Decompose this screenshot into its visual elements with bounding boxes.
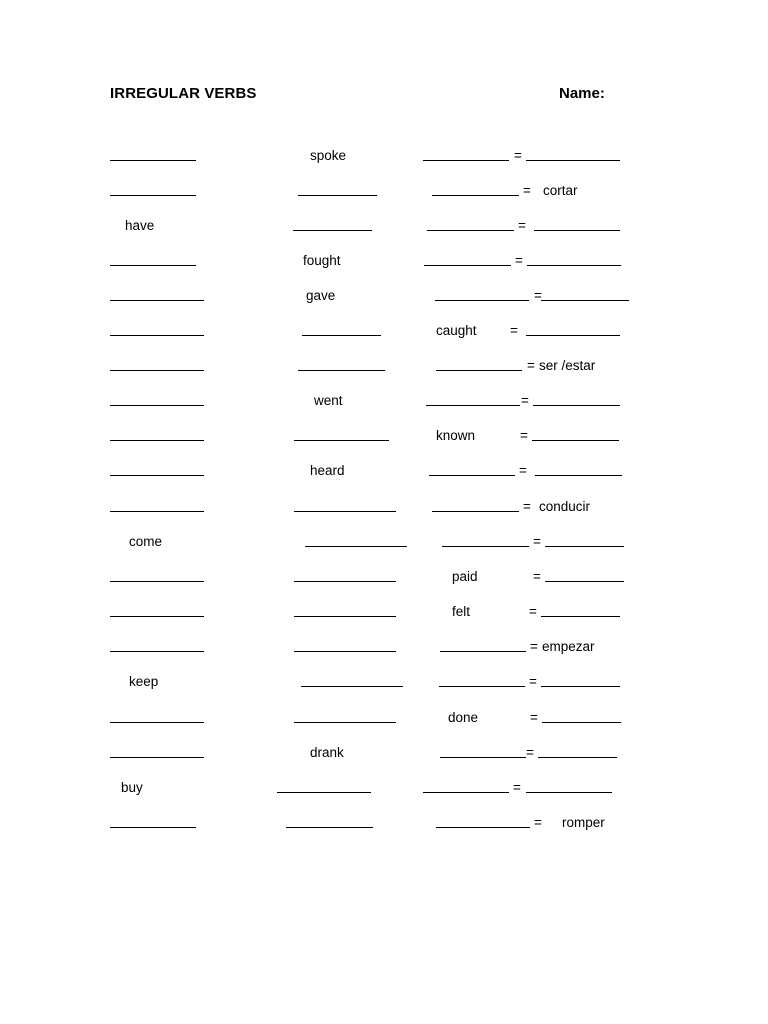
equals-sign: = (526, 745, 534, 760)
translation-left-text: known (436, 428, 476, 443)
past-form-text: gave (306, 288, 336, 303)
translation-left-blank[interactable] (432, 181, 519, 202)
equals-sign: = (530, 710, 538, 725)
worksheet-title: IRREGULAR VERBS (110, 85, 257, 102)
base-form-blank[interactable] (110, 602, 204, 623)
verb-row (0, 567, 768, 587)
translation-left-text: caught (436, 323, 477, 338)
translation-left-blank[interactable] (436, 356, 522, 377)
base-form-text: buy (121, 780, 143, 795)
past-form-text: spoke (310, 148, 347, 163)
translation-right-blank[interactable] (541, 602, 620, 623)
equals-sign: = (510, 323, 518, 338)
base-form-blank[interactable] (110, 181, 196, 202)
past-form-blank[interactable] (294, 426, 389, 447)
translation-left-blank[interactable] (435, 286, 529, 307)
verb-row (0, 672, 768, 692)
translation-left-text: felt (452, 604, 471, 619)
verb-row (0, 602, 768, 622)
name-label: Name: (559, 85, 605, 102)
translation-right-text: ser /estar (539, 358, 596, 373)
verb-row (0, 708, 768, 728)
base-form-blank[interactable] (110, 813, 196, 834)
equals-sign: = (527, 358, 535, 373)
verb-row (0, 216, 768, 236)
verb-row (0, 497, 768, 517)
base-form-blank[interactable] (110, 321, 204, 342)
equals-sign: = (521, 393, 529, 408)
translation-right-text: cortar (543, 183, 578, 198)
past-form-text: went (314, 393, 343, 408)
base-form-text: come (129, 534, 163, 549)
past-form-blank[interactable] (277, 778, 371, 799)
base-form-blank[interactable] (110, 637, 204, 658)
equals-sign: = (534, 815, 542, 830)
base-form-blank[interactable] (110, 146, 196, 167)
base-form-blank[interactable] (110, 567, 204, 588)
translation-left-blank[interactable] (424, 251, 511, 272)
translation-right-text: romper (562, 815, 605, 830)
translation-left-blank[interactable] (439, 672, 525, 693)
translation-right-blank[interactable] (545, 532, 624, 553)
verb-row (0, 356, 768, 376)
base-form-blank[interactable] (110, 251, 196, 272)
translation-right-blank[interactable] (527, 251, 621, 272)
base-form-blank[interactable] (110, 391, 204, 412)
translation-left-text: paid (452, 569, 478, 584)
verb-row (0, 778, 768, 798)
translation-right-blank[interactable] (535, 461, 622, 482)
past-form-blank[interactable] (305, 532, 407, 553)
equals-sign: = (523, 183, 531, 198)
translation-left-blank[interactable] (436, 813, 530, 834)
past-form-blank[interactable] (294, 497, 396, 518)
equals-sign: = (514, 148, 522, 163)
verb-row (0, 286, 768, 306)
equals-sign: = (513, 780, 521, 795)
translation-right-blank[interactable] (545, 567, 624, 588)
past-form-blank[interactable] (294, 637, 396, 658)
past-form-blank[interactable] (286, 813, 373, 834)
translation-right-blank[interactable] (534, 216, 620, 237)
verb-row (0, 251, 768, 271)
translation-right-blank[interactable] (542, 708, 621, 729)
verb-row (0, 813, 768, 833)
past-form-text: fought (303, 253, 341, 268)
base-form-text: have (125, 218, 155, 233)
translation-right-blank[interactable] (526, 778, 612, 799)
translation-left-blank[interactable] (432, 497, 519, 518)
translation-right-blank[interactable] (541, 286, 629, 307)
equals-sign: = (519, 463, 527, 478)
past-form-text: drank (310, 745, 344, 760)
past-form-blank[interactable] (301, 672, 403, 693)
translation-right-blank[interactable] (526, 146, 620, 167)
verb-row (0, 321, 768, 341)
translation-right-text: empezar (542, 639, 595, 654)
past-form-blank[interactable] (294, 567, 396, 588)
translation-left-blank[interactable] (423, 146, 509, 167)
translation-right-blank[interactable] (532, 426, 619, 447)
translation-right-blank[interactable] (538, 743, 617, 764)
base-form-blank[interactable] (110, 461, 204, 482)
equals-sign: = (515, 253, 523, 268)
base-form-blank[interactable] (110, 708, 204, 729)
equals-sign: = (530, 639, 538, 654)
equals-sign: = (523, 499, 531, 514)
verb-row (0, 637, 768, 657)
verb-row (0, 146, 768, 166)
verb-row (0, 461, 768, 481)
verb-row (0, 532, 768, 552)
equals-sign: = (534, 288, 542, 303)
past-form-blank[interactable] (294, 708, 396, 729)
equals-sign: = (520, 428, 528, 443)
translation-left-text: done (448, 710, 479, 725)
base-form-blank[interactable] (110, 426, 204, 447)
translation-left-blank[interactable] (427, 216, 514, 237)
translation-right-text: conducir (539, 499, 591, 514)
translation-left-blank[interactable] (440, 637, 526, 658)
verb-row (0, 426, 768, 446)
verb-row (0, 391, 768, 411)
past-form-blank[interactable] (293, 216, 372, 237)
equals-sign: = (529, 604, 537, 619)
past-form-blank[interactable] (302, 321, 381, 342)
translation-left-blank[interactable] (429, 461, 515, 482)
translation-left-blank[interactable] (426, 391, 520, 412)
past-form-blank[interactable] (298, 181, 377, 202)
past-form-blank[interactable] (298, 356, 385, 377)
base-form-blank[interactable] (110, 356, 204, 377)
translation-right-blank[interactable] (541, 672, 620, 693)
translation-left-blank[interactable] (440, 743, 526, 764)
equals-sign: = (518, 218, 526, 233)
equals-sign: = (529, 674, 537, 689)
equals-sign: = (533, 569, 541, 584)
base-form-blank[interactable] (110, 286, 204, 307)
translation-left-blank[interactable] (442, 532, 529, 553)
base-form-blank[interactable] (110, 743, 204, 764)
equals-sign: = (533, 534, 541, 549)
translation-left-blank[interactable] (423, 778, 509, 799)
past-form-text: heard (310, 463, 345, 478)
verb-row (0, 181, 768, 201)
verb-row (0, 743, 768, 763)
base-form-blank[interactable] (110, 497, 204, 518)
translation-right-blank[interactable] (533, 391, 620, 412)
translation-right-blank[interactable] (526, 321, 620, 342)
base-form-text: keep (129, 674, 159, 689)
past-form-blank[interactable] (294, 602, 396, 623)
